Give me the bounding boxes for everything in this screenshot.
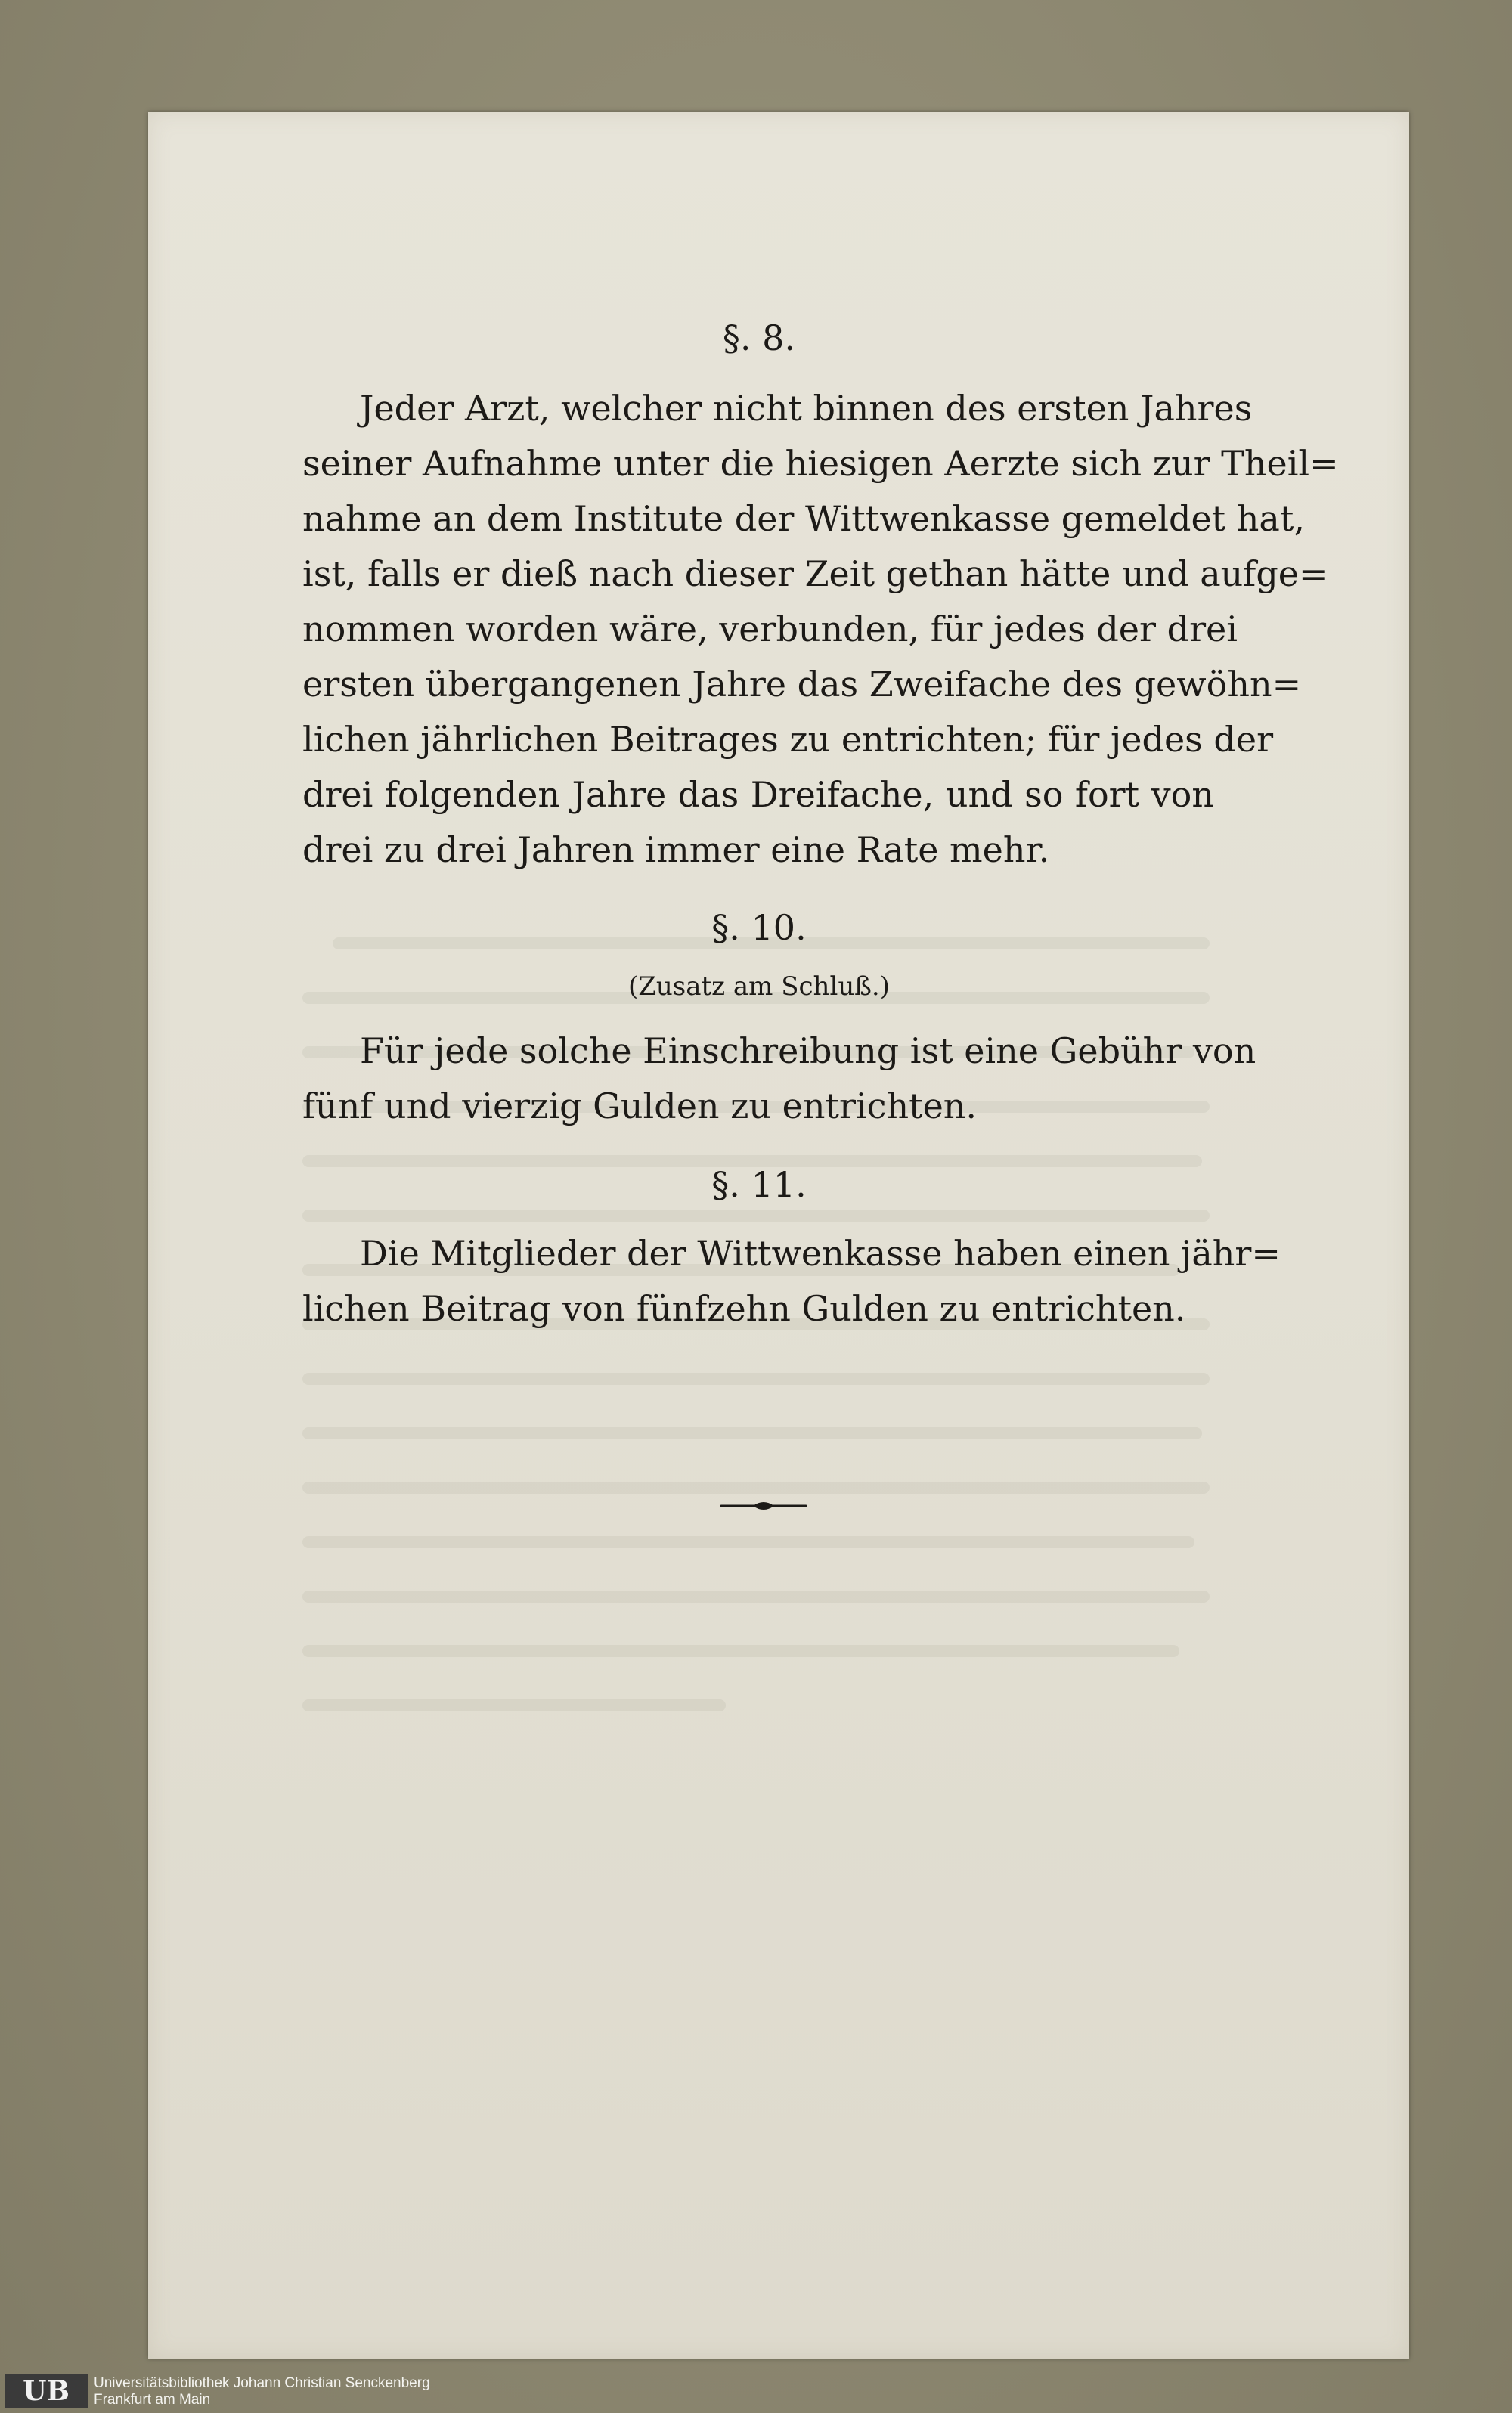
section-10-line-2: fünf und vierzig Gulden zu entrichten. <box>302 1086 978 1126</box>
library-logo <box>5 2374 88 2408</box>
section-11-line-2: lichen Beitrag von fünfzehn Gulden zu entrichten. <box>302 1288 1186 1329</box>
section-11-line-1: Die Mitglieder der Wittwenkasse haben einen jähr= <box>360 1233 1281 1274</box>
ornament-divider-icon <box>718 1497 809 1515</box>
section-8-line-4: ist, falls er dieß nach dieser Zeit gethan hätte und aufge= <box>302 553 1328 594</box>
section-10-heading: §. 10. <box>711 907 807 948</box>
section-11-heading: §. 11. <box>711 1164 807 1205</box>
library-credit <box>94 2375 430 2408</box>
library-logo-text: UB <box>23 2375 70 2407</box>
section-8-heading: §. 8. <box>722 318 796 358</box>
section-8-line-7: lichen jährlichen Beitrages zu entrichten; für jedes der <box>302 719 1274 760</box>
library-credit-line-2: Frankfurt am Main <box>94 2392 211 2408</box>
section-8-line-8: drei folgenden Jahre das Dreifache, und so fort von <box>302 774 1214 815</box>
section-10-note: (Zusatz am Schluß.) <box>628 971 890 1002</box>
section-8-line-1: Jeder Arzt, welcher nicht binnen des ersten Jahres <box>360 388 1253 429</box>
section-8-line-2: seiner Aufnahme unter die hiesigen Aerzte sich zur Theil= <box>302 443 1339 484</box>
library-credit-line-1: Universitätsbibliothek Johann Christian Senckenberg <box>94 2375 430 2391</box>
section-10-line-1: Für jede solche Einschreibung ist eine Gebühr von <box>360 1030 1256 1071</box>
section-8-line-9: drei zu drei Jahren immer eine Rate mehr. <box>302 829 1050 870</box>
section-8-line-5: nommen worden wäre, verbunden, für jedes der drei <box>302 609 1238 649</box>
section-8-line-6: ersten übergangenen Jahre das Zweifache des gewöhn= <box>302 664 1302 705</box>
section-8-line-3: nahme an dem Institute der Wittwenkasse gemeldet hat, <box>302 498 1305 539</box>
